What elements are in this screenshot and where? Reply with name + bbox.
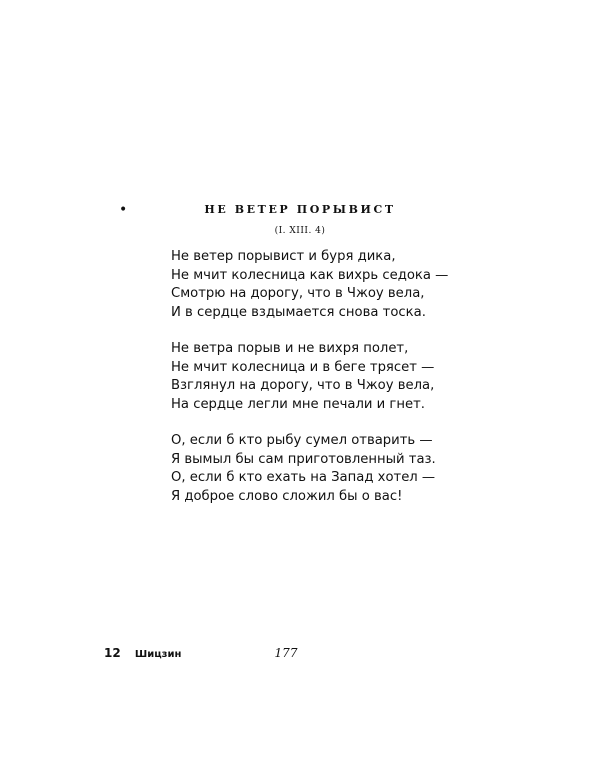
- poem-line: О, если б кто ехать на Запад хотел —: [171, 470, 436, 485]
- poem-line: Взглянул на дорогу, что в Чжоу вела,: [171, 378, 435, 393]
- signature-name: Шицзин: [134, 649, 182, 660]
- poem-line: О, если б кто рыбу сумел отварить —: [171, 433, 433, 448]
- poem-line: Я доброе слово сложил бы о вас!: [171, 488, 403, 504]
- poem-line: Смотрю на дорогу, что в Чжоу вела,: [171, 286, 425, 301]
- poem-title: НЕ ВЕТЕР ПОРЫВИСТ: [204, 203, 396, 216]
- bullet-mark: •: [119, 202, 128, 218]
- printer-signature: [104, 646, 181, 662]
- poem-line: Не ветер порывист и буря дика,: [171, 249, 396, 264]
- poem-line: Не мчит колесница и в беге трясет —: [171, 359, 435, 375]
- poem-body: [171, 248, 471, 524]
- signature-number: 12: [104, 646, 121, 660]
- poem-line: И в сердце вздымается снова тоска.: [171, 304, 426, 320]
- poem-line: На сердце легли мне печали и гнет.: [171, 396, 425, 412]
- page-number: 177: [274, 646, 298, 660]
- poem-source-reference: (I. XIII. 4): [274, 226, 326, 236]
- poem-line: Я вымыл бы сам приготовленный таз.: [171, 451, 436, 467]
- poem-line: Не ветра порыв и не вихря полет,: [171, 341, 409, 356]
- stanza-1: [171, 248, 471, 322]
- poem-line: Не мчит колесница как вихрь седока —: [171, 267, 449, 283]
- stanza-2: [171, 340, 471, 414]
- stanza-3: [171, 432, 471, 506]
